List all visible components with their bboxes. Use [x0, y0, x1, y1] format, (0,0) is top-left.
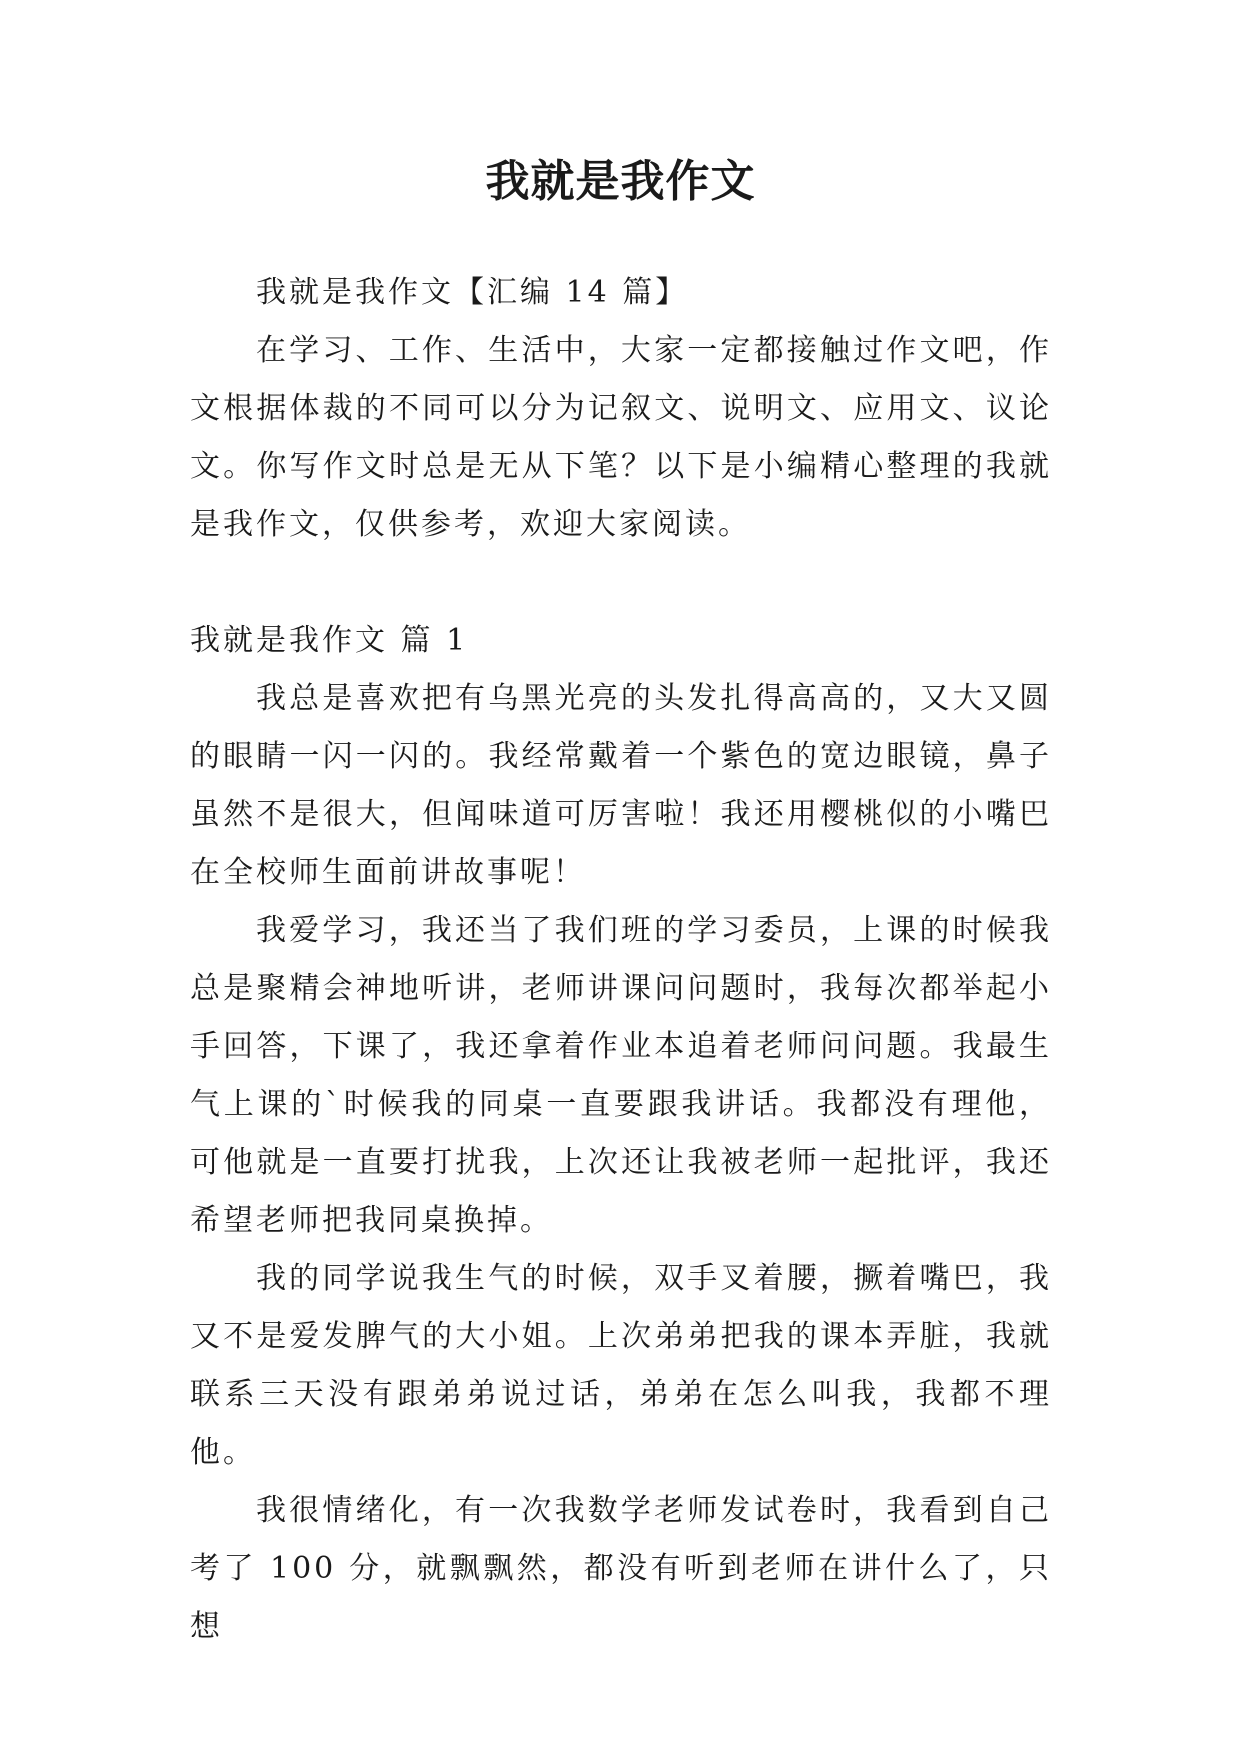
intro-paragraph: 在学习、工作、生活中，大家一定都接触过作文吧，作文根据体裁的不同可以分为记叙文、说明文、应用文、议论文。你写作文时总是无从下笔？以下是小编精心整理的我就是我作文，仅供参考，欢迎大家阅读。	[190, 333, 1052, 542]
section-gap	[190, 554, 1052, 612]
body-paragraph: 我总是喜欢把有乌黑光亮的头发扎得高高的，又大又圆的眼睛一闪一闪的。我经常戴着一个紫色的宽边眼镜，鼻子虽然不是很大，但闻味道可厉害啦！我还用樱桃似的小嘴巴在全校师生面前讲故事呢！	[190, 681, 1052, 890]
document-title: 我就是我作文	[485, 156, 756, 207]
document-body	[190, 264, 1052, 1656]
body-paragraph: 我很情绪化，有一次我数学老师发试卷时，我看到自己考了 100 分，就飘飘然，都没有听到老师在讲什么了，只想	[190, 1493, 1052, 1644]
document-subtitle: 我就是我作文【汇编 14 篇】	[256, 275, 689, 310]
body-paragraph: 我爱学习，我还当了我们班的学习委员，上课的时候我总是聚精会神地听讲，老师讲课问问题时，我每次都举起小手回答，下课了，我还拿着作业本追着老师问问题。我最生气上课的`时候我的同桌一直要跟我讲话。我都没有理他，可他就是一直要打扰我，上次还让我被老师一起批评，我还希望老师把我同桌换掉。	[190, 913, 1052, 1238]
section-heading: 我就是我作文 篇 1	[190, 623, 469, 658]
body-paragraph: 我的同学说我生气的时候，双手叉着腰，撅着嘴巴，我又不是爱发脾气的大小姐。上次弟弟把我的课本弄脏，我就联系三天没有跟弟弟说过话，弟弟在怎么叫我，我都不理他。	[190, 1261, 1052, 1470]
